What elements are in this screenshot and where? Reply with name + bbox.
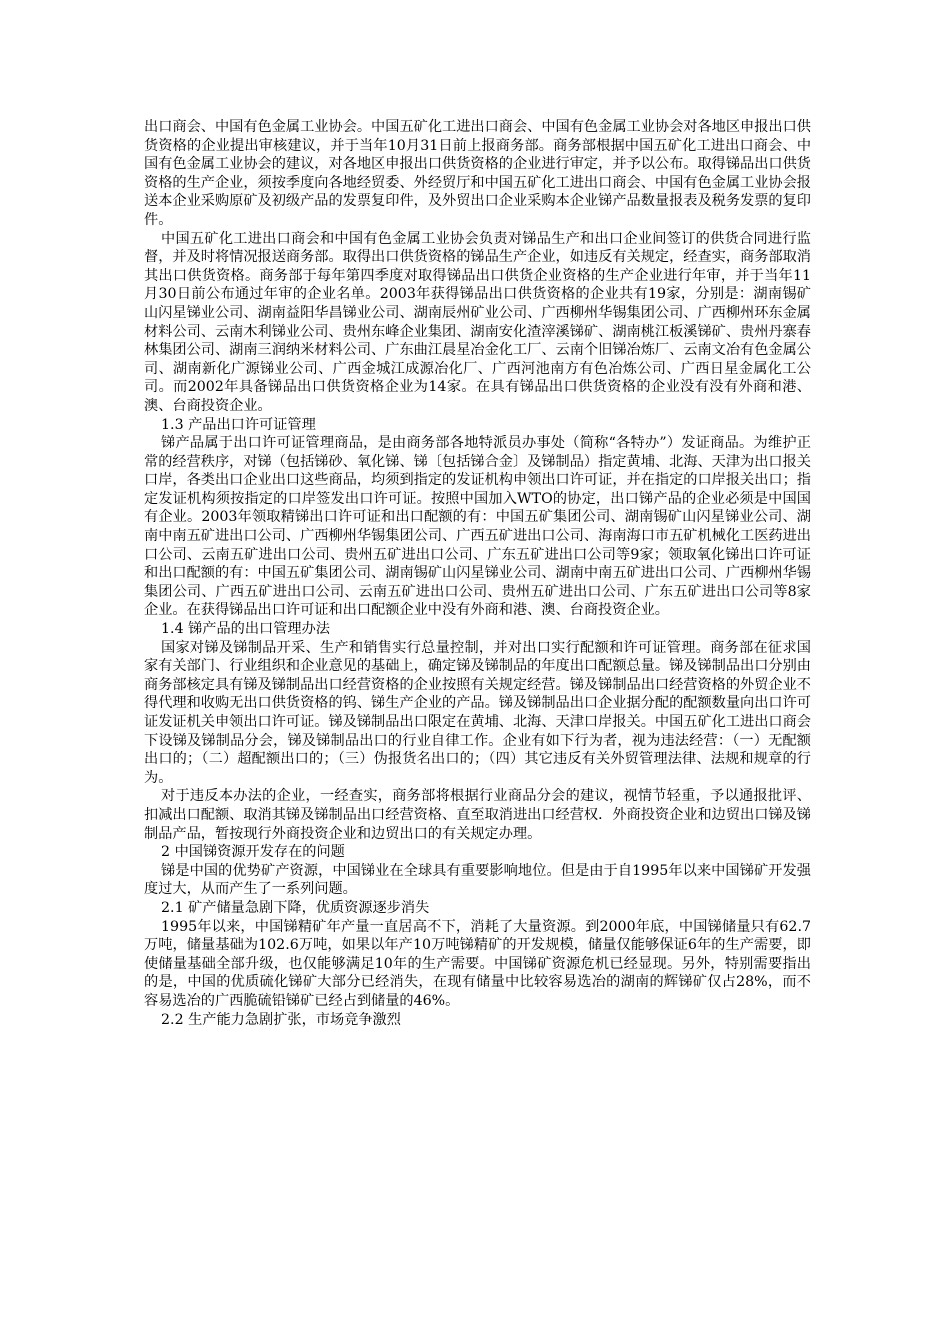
paragraph-export-license: 锑产品属于出口许可证管理商品，是由商务部各地特派员办事处（简称“各特办”）发证商品。为维护正常的经营秩序，对锑（包括锑砂、氧化锑、锑〔包括锑合金〕及锑制品）指定黄埔、北海、天津为出口报关口岸，各类出口企业出口这些商品，均须到指定的发证机构申领出口许可证，并在指定的口岸报关出口；指定发证机构须按指定的口岸签发出口许可证。按照中国加入WTO的协定，出口锑产品的企业必须是中国国有企业。2003年领取精锑出口许可证和出口配额的有：中国五矿集团公司、湖南锡矿山闪星锑业公司、湖南中南五矿进出口公司、广西柳州华锡集团公司、广西五矿进出口公司、海南海口市五矿机械化工医药进出口公司、云南五矿进出口公司、贵州五矿进出口公司、广东五矿进出口公司等9家；领取氧化锑出口许可证和出口配额的有：中国五矿集团公司、湖南锡矿山闪星锑业公司、湖南中南五矿进出口公司、广西柳州华锡集团公司、广西五矿进出口公司、云南五矿进出口公司、贵州五矿进出口公司、广东五矿进出口公司等8家企业。在获得锑品出口许可证和出口配额企业中没有外商和港、澳、台商投资企业。 xyxy=(144,435,811,619)
paragraph-supply-contract: 中国五矿化工进出口商会和中国有色金属工业协会负责对锑品生产和出口企业间签订的供货合同进行监督，并及时将情况报送商务部。取得出口供货资格的锑品生产企业，如违反有关规定，经查实，商务部取消其出口供货资格。商务部于每年第四季度对取得锑品出口供货企业资格的生产企业进行年审，并于当年11月30日前公布通过年审的企业名单。2003年获得锑品出口供货资格的企业共有19家，分别是：湖南锡矿山闪星锑业公司、湖南益阳华昌锑业公司、湖南辰州矿业公司、广西柳州华锡集团公司、广西柳州环东金属材料公司、云南木利锑业公司、贵州东峰企业集团、湖南安化渣滓溪锑矿、湖南桃江板溪锑矿、贵州丹寨春林集团公司、湖南三润纳米材料公司、广东曲江晨星冶金化工厂、云南个旧锑冶炼厂、云南文冶有色金属公司、湖南新化广源锑业公司、广西金城江成源冶化厂、广西河池南方有色冶炼公司、广西日星金属化工公司。而2002年具备锑品出口供货资格企业为14家。在具有锑品出口供货资格的企业没有没有外商和港、澳、台商投资企业。 xyxy=(144,230,811,414)
heading-1-3: 1.3 产品出口许可证管理 xyxy=(161,416,316,433)
paragraph-resource-intro: 锑是中国的优势矿产资源，中国锑业在全球具有重要影响地位。但是由于自1995年以来中国锑矿开发强度过大，从而产生了一系列问题。 xyxy=(144,862,811,898)
paragraph-continuation: 出口商会、中国有色金属工业协会。中国五矿化工进出口商会、中国有色金属工业协会对各地区申报出口供货资格的企业提出审核建议，并于当年10月31日前上报商务部。商务部根据中国五矿化工进出口商会、中国有色金属工业协会的建议，对各地区申报出口供货资格的企业进行审定，并予以公布。取得锑品出口供货资格的生产企业，须按季度向各地经贸委、外经贸厅和中国五矿化工进出口商会、中国有色金属工业协会报送本企业采购原矿及初级产品的发票复印件，及外贸出口企业采购本企业锑产品数量报表及税务发票的复印件。 xyxy=(144,119,812,228)
heading-2: 2 中国锑资源开发存在的问题 xyxy=(161,844,345,861)
heading-2-2: 2.2 生产能力急剧扩张，市场竞争激烈 xyxy=(161,1011,401,1028)
heading-2-1: 2.1 矿产储量急剧下降，优质资源逐步消失 xyxy=(161,899,430,916)
paragraph-reserves: 1995年以来，中国锑精矿年产量一直居高不下，消耗了大量资源。到2000年底，中国锑储量只有62.7万吨，储量基础为102.6万吨，如果以年产10万吨锑精矿的开发规模，储量仅能够保证6年的生产需要，即使储量基础全部升级，也仅能够满足10年的生产需要。中国锑矿资源危机已经显现。另外，特别需要指出的是，中国的优质硫化锑矿大部分已经消失，在现有储量中比较容易选冶的湖南的辉锑矿仅占28%，而不容易选冶的广西脆硫铅锑矿已经占到储量的46%。 xyxy=(144,918,811,1009)
paragraph-export-management: 国家对锑及锑制品开采、生产和销售实行总量控制，并对出口实行配额和许可证管理。商务部在征求国家有关部门、行业组织和企业意见的基础上，确定锑及锑制品的年度出口配额总量。锑及锑制品出口分别由商务部核定具有锑及锑制品出口经营资格的企业按照有关规定经营。锑及锑制品出口经营资格的外贸企业不得代理和收购无出口供货资格的钨、锑生产企业的产品。锑及锑制品出口企业据分配的配额数量向出口许可证发证机关申领出口许可证。锑及锑制品出口限定在黄埔、北海、天津口岸报关。中国五矿化工进出口商会下设锑及锑制品分会，锑及锑制品出口的行业自律工作。企业有如下行为者，视为违法经营：（一）无配额出口的；（二）超配额出口的；（三）伪报货名出口的；（四）其它违反有关外贸管理法律、法规和规章的行为。 xyxy=(144,639,811,786)
paragraph-penalties: 对于违反本办法的企业，一经查实，商务部将根据行业商品分会的建议，视情节轻重，予以通报批评、扣减出口配额、取消其锑及锑制品出口经营资格、直至取消进出口经营权．外商投资企业和边贸出口锑及锑制品产品，暂按现行外商投资企业和边贸出口的有关规定办理。 xyxy=(144,788,811,842)
heading-1-4: 1.4 锑产品的出口管理办法 xyxy=(161,621,330,638)
document-page xyxy=(144,118,811,1029)
